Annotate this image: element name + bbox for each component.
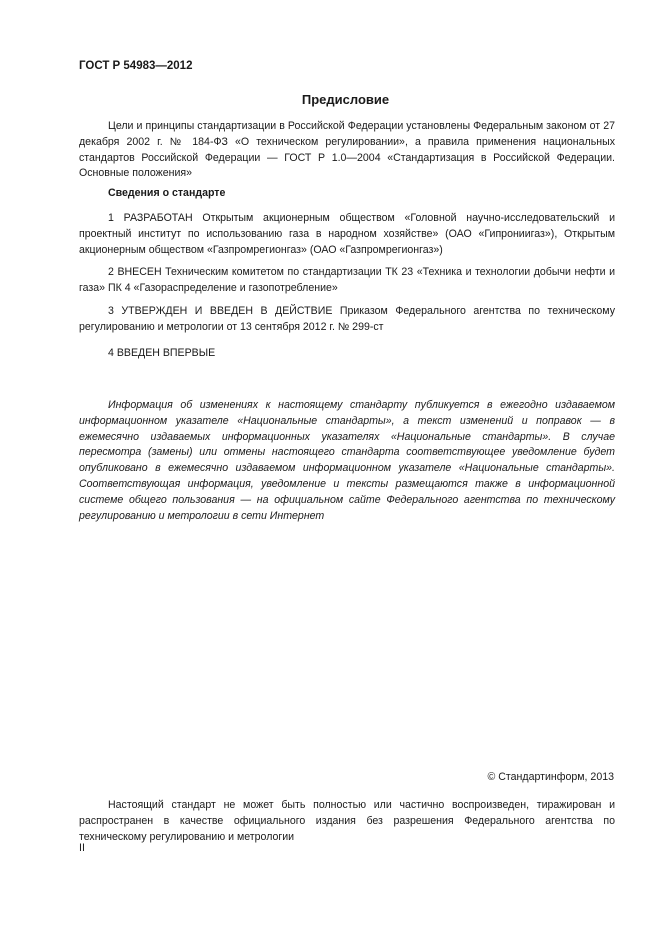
notice-text: Информация об изменениях к настоящему стандарту публикуется в ежегодно издаваемом информационном указателе «Национальные стандарты», а текст изменений и поправок — в ежемесячно издаваемых информационных указателях «Национальные стандарты». В случае пересмотра (замены) или отмены настоящего стандарта соответствующее уведомление будет опубликовано в ежемесячно издаваемом информационном указателе «Национальные стандарты». Соответствующая информация, уведомление и тексты размещаются также в информационной системе общего пользования — на официальном сайте Федерального агентства по техническому регулированию и метрологии в сети Интернет	[79, 399, 615, 522]
copyright: © Стандартинформ, 2013	[487, 771, 614, 783]
item-4: 4 ВВЕДЕН ВПЕРВЫЕ	[108, 347, 216, 359]
item-1-text: 1 РАЗРАБОТАН Открытым акционерным обществом «Головной научно-исследовательский и проектный институт по использованию газа в народном хозяйстве» (ОАО «Гипрониигаз»), Открытым акционерным обществом «Газпромрегионгаз» (ОАО «Газпромрегионгаз»)	[79, 212, 615, 256]
standard-code: ГОСТ Р 54983—2012	[79, 60, 193, 72]
section-title: Предисловие	[301, 92, 390, 107]
intro-text: Цели и принципы стандартизации в Российской Федерации установлены Федеральным законом от 27 декабря 2002 г. № 184-ФЗ «О техническом регулировании», а правила применения национальных стандартов Российской Федерации — ГОСТ Р 1.0—2004 «Стандартизация в Российской Федерации. Основные положения»	[79, 120, 615, 180]
about-heading: Сведения о стандарте	[108, 187, 226, 199]
item-1	[79, 211, 615, 258]
reproduction-notice-text: Настоящий стандарт не может быть полностью или частично воспроизведен, тиражирован и распространен в качестве официального издания без разрешения Федерального агентства по техническому регулированию и метрологии	[79, 799, 615, 843]
item-2	[79, 265, 615, 297]
item-2-text: 2 ВНЕСЕН Техническим комитетом по стандартизации ТК 23 «Техника и технологии добычи нефти и газа» ПК 4 «Газораспределение и газопотребление»	[79, 266, 615, 294]
item-3	[79, 304, 615, 336]
reproduction-notice	[79, 798, 615, 845]
notice-paragraph	[79, 398, 615, 524]
page-number: II	[79, 842, 85, 854]
item-3-text: 3 УТВЕРЖДЕН И ВВЕДЕН В ДЕЙСТВИЕ Приказом Федерального агентства по техническому регулированию и метрологии от 13 сентября 2012 г. № 299-ст	[79, 305, 615, 333]
intro-paragraph	[79, 119, 615, 182]
